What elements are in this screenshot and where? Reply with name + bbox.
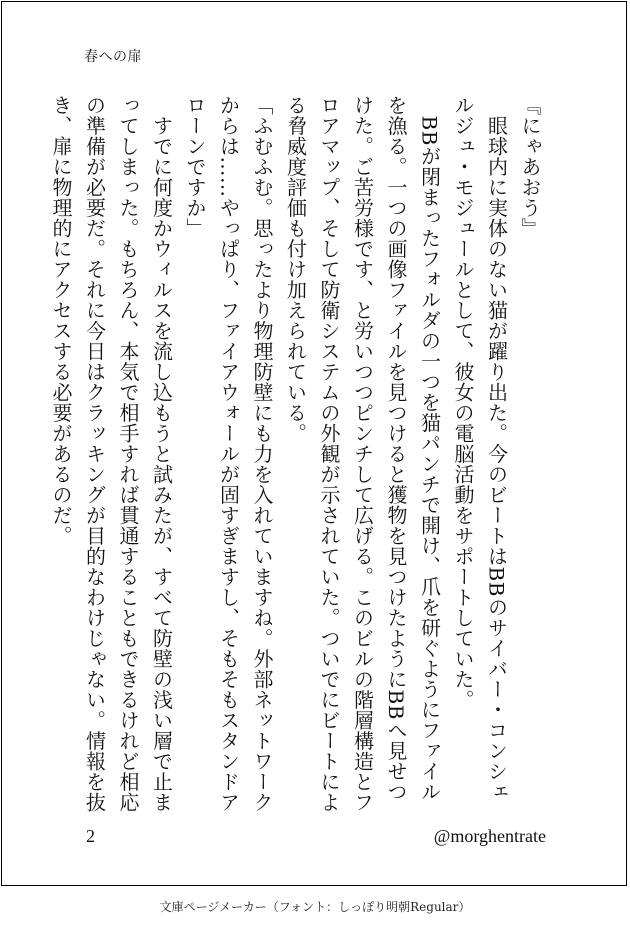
paragraph-3: BBが閉まったフォルダの一つを猫パンチで開け、爪を研ぐようにファイルを漁る。一つの画像ファイルを見つけると獲物を見つけたようにBBへ見せつけた。ご苦労様です、と労いつつピンチして広げる。このビルの階層構造とフロアマップ、そして防衛システムの外観が示されていた。ついでにビートによる脅威度評価も付け加えられている。 <box>283 95 442 813</box>
paragraph-2: 眼球内に実体のない猫が躍り出た。今のビートはBBのサイバー・コンシェルジュ・モジュールとして、彼女の電脳活動をサポートしていた。 <box>451 95 509 802</box>
generator-caption: 文庫ページメーカー（フォント：しっぽり明朝Regular） <box>159 900 471 914</box>
paragraph-4: 「ふむふむ。思ったより物理防壁にも力を入れていますね。外部ネットワークからは……やっぱり、ファイアウォールが固すぎますし、そもそもスタンドアローンですか」 <box>183 95 274 813</box>
vertical-body-text <box>44 95 547 815</box>
author-handle: @morghentrate <box>433 826 546 846</box>
book-page <box>1 1 627 886</box>
paragraph-1: 『にゃあおう』 <box>518 95 542 239</box>
paragraph-5: すでに何度かウィルスを流し込もうと試みたが、すべて防壁の浅い層で止まってしまった。もちろん、本気で相手すれば貫通することもできるけれど相応の準備が必要だ。それに今日はクラッキングが目的なわけじゃない。情報を抜き、扉に物理的にアクセスする必要があるのだ。 <box>49 95 174 813</box>
running-title: 春への扉 <box>84 49 142 65</box>
page-number: 2 <box>86 826 95 846</box>
